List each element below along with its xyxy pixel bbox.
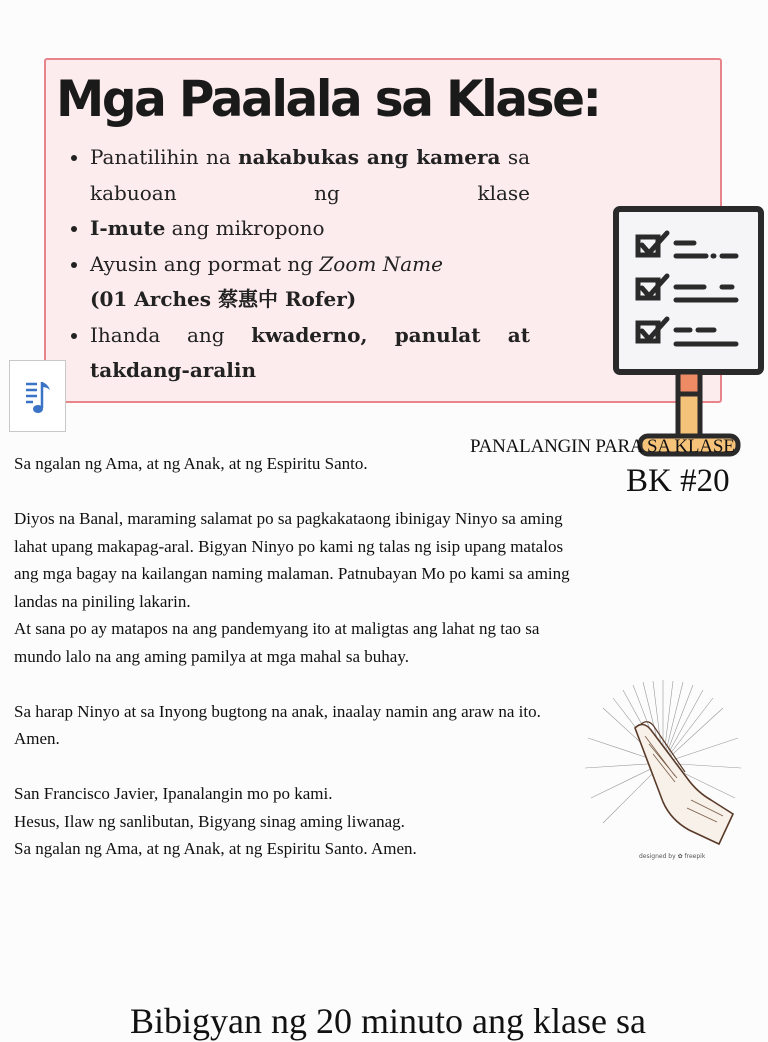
prayer-line: lahat upang makapag-aral. Bigyan Ninyo po kami ng talas ng isip upang matalos bbox=[14, 536, 564, 556]
reminders-title: Mga Paalala sa Klase: bbox=[56, 70, 600, 128]
prayer-line: Hesus, Ilaw ng sanlibutan, Bigyang sinag aming liwanag. bbox=[14, 811, 405, 831]
section-code: BK #20 bbox=[626, 463, 730, 499]
audio-note-button[interactable] bbox=[9, 360, 66, 432]
illustration-credit: designed by ✿ freepik bbox=[639, 853, 706, 860]
prayer-body bbox=[14, 450, 654, 863]
prayer-line: Amen. bbox=[14, 729, 60, 748]
reminders-list bbox=[70, 140, 530, 389]
reminder-item-zoom-name: • Ayusin ang pormat ng Zoom Name (01 Arches 蔡惠中 Rofer) bbox=[90, 247, 530, 318]
prayer-line: mundo lalo na ang aming pamilya at mga mahal sa buhay. bbox=[14, 646, 409, 666]
class-reminders-card bbox=[44, 58, 722, 403]
prayer-line: Sa harap Ninyo at sa Inyong bugtong na anak, inaalay namin ang araw na ito. bbox=[14, 701, 541, 721]
reminder-item-materials: • Ihanda ang kwaderno, panulat at takdang-aralin bbox=[90, 318, 530, 389]
prayer-line: ang mga bagay na kailangan naming malaman. Patnubayan Mo po kami sa aming bbox=[14, 564, 570, 583]
prayer-line: landas na piniling lakarin. bbox=[14, 591, 191, 611]
prayer-line: San Francisco Javier, Ipanalangin mo po kami. bbox=[14, 784, 333, 803]
prayer-heading: PANALANGIN PARA SA KLASE bbox=[470, 436, 735, 457]
prayer-line: Diyos na Banal, maraming salamat po sa pagkakataong ibinigay Ninyo sa aming bbox=[14, 509, 563, 528]
reminder-item-mute: • I-mute ang mikropono bbox=[90, 211, 530, 247]
checklist-board-icon bbox=[612, 205, 767, 460]
prayer-line: At sana po ay matapos na ang pandemyang ito at maligtas ang lahat ng tao sa bbox=[14, 619, 540, 638]
praying-hands-icon bbox=[583, 678, 743, 863]
prayer-line: Sa ngalan ng Ama, at ng Anak, at ng Espiritu Santo. Amen. bbox=[14, 839, 417, 858]
reminder-item-camera: • Panatilihin na nakabukas ang kamera sa kabuoan ng klase bbox=[90, 140, 530, 211]
music-note-icon bbox=[23, 376, 53, 416]
prayer-line: Sa ngalan ng Ama, at ng Anak, at ng Espiritu Santo. bbox=[14, 454, 368, 473]
bottom-note: Bibigyan ng 20 minuto ang klase sa bbox=[130, 1001, 646, 1041]
